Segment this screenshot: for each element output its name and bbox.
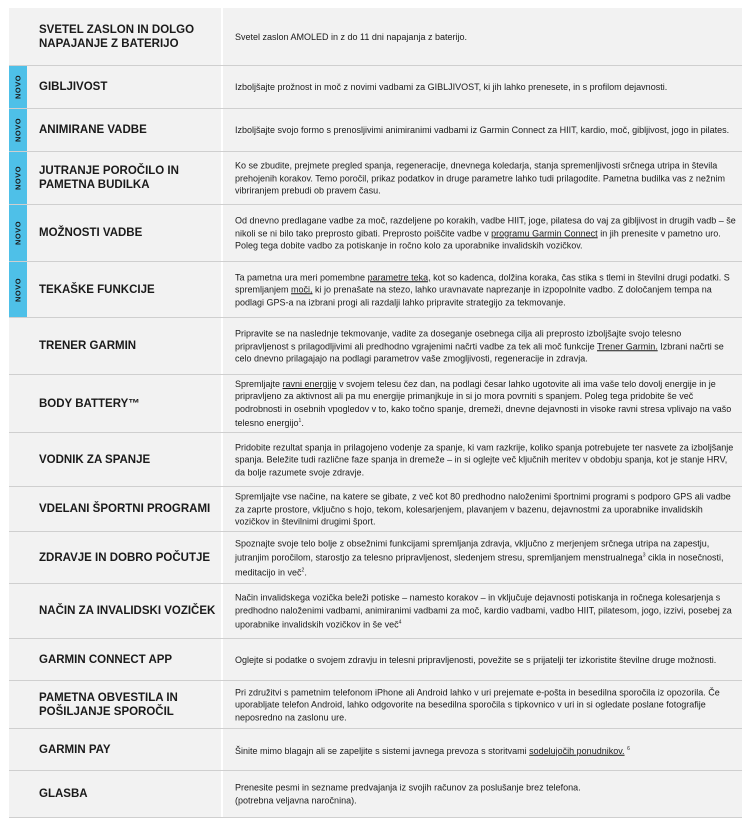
feature-description: Spremljajte ravni energije v svojem telesu čez dan, na podlagi česar lahko ugotovite ali ima vaše telo dovolj energije in je pripravljeno za aktivnost ali pa mu energije primanjkuje in si jo mora povrniti s spanjem. Poleg tega pridobite še več podrobnosti in osebnih vpogledov v to, kako točno spanje, dremeži, dnevne dejavnosti in visoke ravni stresa vplivajo na vašo telesno energijo$^1$. <box>235 378 732 428</box>
feature-description-cell <box>223 109 742 151</box>
feature-description-cell <box>223 262 742 317</box>
feature-description-cell <box>223 8 742 65</box>
feature-description-cell <box>223 532 742 583</box>
feature-name: GARMIN PAY <box>39 743 111 756</box>
feature-description-cell <box>223 152 742 204</box>
feature-row <box>9 729 742 771</box>
feature-description: Od dnevno predlagane vadbe za moč, razdeljene po korakih, vadbe HIIT, joge, pilatesa do vaj za gibljivost in drugih vadb – še nikoli se ni bilo tako preprosto gibati. Preprosto poiščite vadbe v programu Garmin Connect in jih prenesite v pametno uro. Poleg tega dobite vadbo za potiskanje in ročno kolo za uporabnike invalidskih vozičkov. <box>235 215 736 251</box>
feature-name: GLASBA <box>39 788 88 800</box>
feature-name: ZDRAVJE IN DOBRO POČUTJE <box>39 551 211 564</box>
row-divider <box>9 817 742 818</box>
feature-name: GARMIN CONNECT APP <box>39 653 173 666</box>
feature-description: Ko se zbudite, prejmete pregled spanja, regeneracije, dnevnega koledarja, stanja spremenljivosti srčnega utripa in števila prehojenih korakov. Temo poročil, prikaz podatkov in druge parametre lahko tudi prilagodite. Pametna budilka vas z nežnim vibriranjem prebudi ob pravem času. <box>235 160 725 196</box>
feature-description-cell <box>223 681 742 728</box>
footnote-marker: 3 <box>642 552 646 559</box>
feature-name: VODNIK ZA SPANJE <box>39 453 151 466</box>
feature-description: Način invalidskega vozička beleži potiske – namesto korakov – in vključuje dejavnosti potiskanja in ročnega kolesarjenja s predhodno naloženimi vadbami, animiranimi vadbami za moč, kardio vadbami, vadbo HIIT, pilatesom, jogo, izzivi, posebej za uporabnike invalidskih vozičkov in še več$^4$ <box>235 592 732 630</box>
feature-name-cell <box>9 66 221 108</box>
feature-row <box>9 639 742 681</box>
feature-name-cell <box>9 262 221 317</box>
feature-name: JUTRANJE POROČILO IN PAMETNA BUDILKA <box>39 165 179 191</box>
feature-name-cell <box>9 205 221 261</box>
feature-description: Spremljajte vse načine, na katere se gibate, z več kot 80 predhodno naloženimi športnimi programi s podporo GPS ali vadbe za zaprte prostore, vključno s hojo, tekom, kolesarjenjem, plavanjem v bazenu, dejavnostmi za uporabnike invalidskih vozičkov in številnimi drugimi šport. <box>235 491 731 527</box>
feature-description: Izboljšajte prožnost in moč z novimi vadbami za GIBLJIVOST, ki jih lahko prenesete, in s profilom dejavnosti. <box>235 81 668 92</box>
feature-description-cell <box>223 639 742 680</box>
new-badge-label: NOVO <box>13 165 23 191</box>
footnote-marker: 2 <box>301 566 305 573</box>
feature-description-cell <box>223 433 742 486</box>
new-badge-label: NOVO <box>13 277 23 302</box>
description-link[interactable]: moči, <box>291 284 313 295</box>
description-link[interactable]: sodelujočih ponudnikov. <box>529 745 625 756</box>
feature-name: GIBLJIVOST <box>39 81 108 93</box>
description-link[interactable]: parametre teka, <box>367 271 431 282</box>
feature-description: Oglejte si podatke o svojem zdravju in telesni pripravljenosti, povežite se s prijatelji ter izkoristite številne druge možnosti. <box>235 654 717 665</box>
new-badge <box>9 205 27 261</box>
feature-row <box>9 8 742 66</box>
feature-row <box>9 262 742 318</box>
description-link[interactable]: ravni energije <box>282 378 337 389</box>
feature-name-cell <box>9 8 221 65</box>
feature-description: Izboljšajte svojo formo s prenosljivimi animiranimi vadbami iz Garmin Connect za HIIT, kardio, moč, gibljivost, jogo in pilates. <box>235 124 730 135</box>
feature-description-cell <box>223 66 742 108</box>
feature-name-cell <box>9 584 221 638</box>
feature-name-cell <box>9 729 221 770</box>
new-badge-label: NOVO <box>13 220 23 246</box>
description-link[interactable]: programu Garmin Connect <box>491 227 598 238</box>
feature-row <box>9 66 742 109</box>
feature-row <box>9 433 742 487</box>
new-badge-label: NOVO <box>13 74 23 100</box>
new-badge <box>9 66 27 108</box>
feature-row <box>9 584 742 639</box>
feature-name-cell <box>9 532 221 583</box>
new-badge-label: NOVO <box>13 117 23 143</box>
feature-description: Pridobite rezultat spanja in prilagojeno vodenje za spanje, ki vam razkrije, koliko spanja potrebujete ter nasvete za izboljšanje spanja. Beležite tudi različne faze spanja in dremeže – in si oglejte več ključnih meritev v obdobju spanja, kot je stanje HRV, da bolje razumete svoje zdravje. <box>235 441 734 477</box>
new-badge <box>9 109 27 151</box>
feature-name-cell <box>9 109 221 151</box>
feature-name: ANIMIRANE VADBE <box>39 124 147 136</box>
feature-description-cell <box>223 318 742 374</box>
feature-row <box>9 205 742 262</box>
feature-description: Ta pametna ura meri pomembne parametre teka, kot so kadenca, dolžina koraka, čas stika s tlemi in številni drugi podatki. S spremljanjem moči, ki jo prenašate na stezo, lahko uravnavate naprezanje in izpopolnite vadbo. Z določanjem tempa na podlagi GPS-a na izbrani progi ali razdalji lahko pripravite strategijo za tekmovanje. <box>235 271 730 307</box>
feature-name-cell <box>9 681 221 728</box>
feature-name-cell <box>9 152 221 204</box>
feature-description-cell <box>223 584 742 638</box>
feature-name-cell <box>9 433 221 486</box>
feature-row <box>9 375 742 433</box>
feature-row <box>9 681 742 729</box>
feature-row <box>9 487 742 532</box>
description-link[interactable]: Trener Garmin. <box>597 340 658 351</box>
new-badge <box>9 262 27 317</box>
feature-name-cell <box>9 375 221 432</box>
footnote-marker: 1 <box>298 418 302 424</box>
feature-description: Svetel zaslon AMOLED in z do 11 dni napajanja z baterijo. <box>235 31 467 42</box>
feature-description: Šinite mimo blagajn ali se zapeljite s sistemi javnega prevoza s storitvami sodelujočih ponudnikov. $^6$ <box>235 745 630 756</box>
feature-name: MOŽNOSTI VADBE <box>39 227 143 239</box>
footnote-marker: 4 <box>398 619 402 626</box>
feature-name: VDELANI ŠPORTNI PROGRAMI <box>39 503 211 515</box>
feature-row <box>9 152 742 205</box>
footnote-marker: 6 <box>627 745 630 752</box>
feature-description-cell <box>223 771 742 817</box>
feature-description: Prenesite pesmi in seznamе predvajanja iz svojih računov za poslušanje brez telefona. (potrebna veljavna naročnina). <box>235 782 581 805</box>
feature-name-cell <box>9 771 221 817</box>
feature-row <box>9 771 742 818</box>
feature-name-cell <box>9 487 221 531</box>
feature-name: SVETEL ZASLON IN DOLGO NAPAJANJE Z BATERIJO <box>39 23 195 50</box>
feature-name: NAČIN ZA INVALIDSKI VOZIČEK <box>39 605 216 617</box>
feature-row <box>9 318 742 375</box>
feature-name-cell <box>9 639 221 680</box>
feature-name: BODY BATTERY™ <box>39 397 140 410</box>
feature-description-cell <box>223 375 742 432</box>
feature-description-cell <box>223 729 742 770</box>
new-badge <box>9 152 27 204</box>
feature-description-cell <box>223 487 742 531</box>
feature-description-cell <box>223 205 742 261</box>
feature-name: TRENER GARMIN <box>39 340 137 352</box>
feature-description: Spoznajte svoje telo bolje z obsežnimi funkcijami spremljanja zdravja, vključno z merjenjem srčnega utripa na zapestju, jutranjim poročilom, starostjo za telesno pripravljenost, sledenjem stresu, spremljanjem menstrualnega$^3$ cikla in nosečnosti, meditacijo in več$^2$. <box>235 537 724 577</box>
feature-row <box>9 532 742 584</box>
feature-description: Pri združitvi s pametnim telefonom iPhone ali Android lahko v uri prejemate e-pošta in besedilna sporočila iz opozorila. Če uporabljate telefon Android, lahko odgovorite na besedilna sporočila s tipkovnico v uri in si ogledate poslane fotografije neposredno na zaslonu ure. <box>235 686 720 722</box>
feature-row <box>9 109 742 152</box>
feature-name-cell <box>9 318 221 374</box>
feature-description: Pripravite se na naslednje tekmovanje, vadite za doseganje osebnega cilja ali preprosto izboljšajte svojo telesno pripravljenost s prilagodljivimi ali predhodno vgrajenimi načrti vadbe za tek ali moč funkcije Trener Garmin. Izbrani načrti se celo dnevno prilagajajo na podlagi parametrov vaše zmogljivosti, regeneracije in zdravja. <box>235 328 724 364</box>
feature-name: PAMETNA OBVESTILA IN POŠILJANJE SPOROČIL <box>39 691 178 718</box>
feature-name: TEKAŠKE FUNKCIJE <box>39 283 155 296</box>
